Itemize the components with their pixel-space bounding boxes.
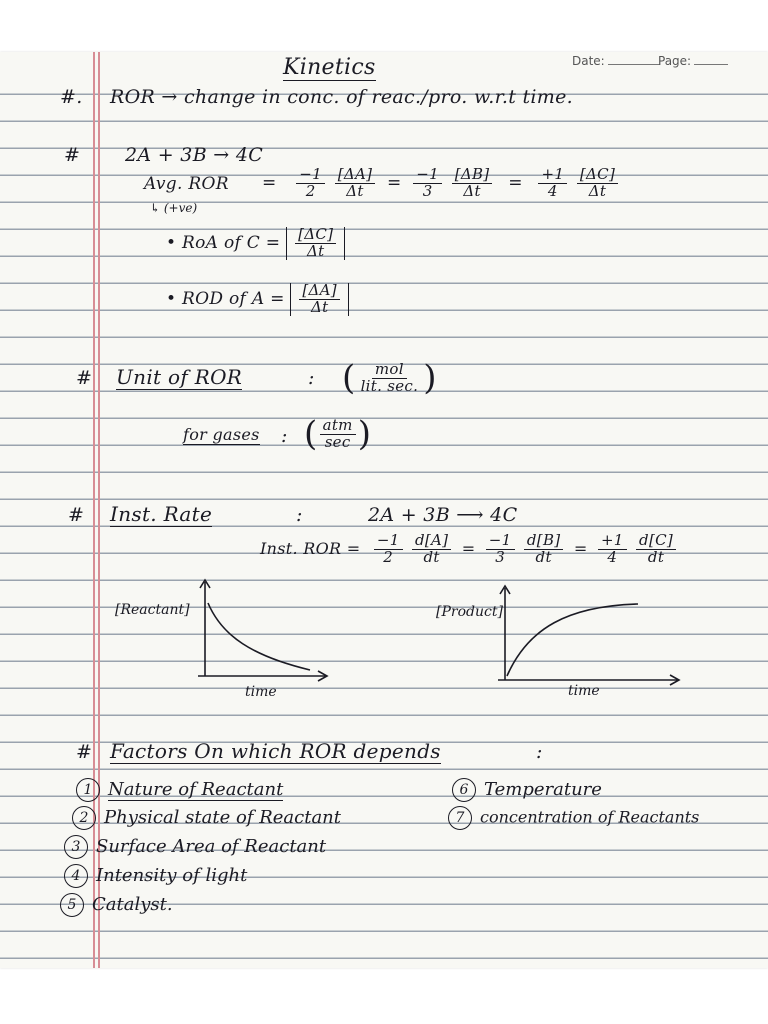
bullet-1: #. (60, 86, 83, 108)
date-label: Date: (572, 54, 660, 68)
gas-unit-value: ( $\frac{\text{atm}}{\sec}$ ) (304, 414, 372, 454)
avg-ror-label: Avg. ROR (144, 174, 229, 194)
product-graph (436, 586, 679, 699)
page-number-label: Page: (658, 54, 728, 68)
rate-of-appearance: • RoA of C = $\frac{[\Delta C]}{\Delta t}$ (166, 227, 345, 260)
reactant-graph-xlabel: time (245, 684, 277, 700)
reactant-decay-curve (208, 603, 310, 670)
inst-rate-colon: : (296, 504, 303, 526)
rate-of-disappearance: • ROD of A = $\frac{[\Delta A]}{\Delta t}$ (166, 283, 349, 316)
factor-7: 7 concentration of Reactants (448, 806, 699, 830)
gas-colon: : (281, 425, 288, 447)
factor-6: 6 Temperature (452, 778, 602, 802)
bullet-5: # (76, 741, 93, 763)
inst-rate-heading: Inst. Rate (110, 502, 213, 526)
gas-label: for gases (183, 425, 260, 444)
bullet-2: # (64, 144, 81, 166)
unit-value: ( $\frac{\text{mol}}{\text{lit. sec.}}$ ) (342, 358, 437, 398)
bullet-4: # (68, 504, 85, 526)
factor-1: 1 Nature of Reactant (76, 778, 283, 802)
product-graph-xlabel: time (568, 683, 600, 699)
inst-ror-expression: Inst. ROR = $\frac{-1}{2}$ $\frac{d[A]}{dt}$ = $\frac{-1}{3}$ $\frac{d[B]}{dt}$ = $\frac{+1}{4}$ $\frac{d[C]}{dt}$ (260, 533, 678, 566)
unit-colon: : (308, 367, 315, 389)
reactant-graph-ylabel: [Reactant] (115, 602, 190, 618)
factor-2: 2 Physical state of Reactant (72, 806, 341, 830)
factor-4: 4 Intensity of light (64, 864, 247, 888)
avg-ror-expression: = $\frac{-1}{2}$ $\frac{[\Delta A]}{\Delta t}$ = $\frac{-1}{3}$ $\frac{[\Delta B]}{\Delta t}$ = $\frac{+1}{4}$ $\frac{[\Delta C]}{\Delta t}$ (262, 167, 620, 200)
factor-5: 5 Catalyst. (60, 893, 173, 917)
inst-reaction: 2A + 3B ⟶ 4C (368, 504, 518, 526)
factors-heading: Factors On which ROR depends (110, 739, 441, 763)
unit-heading: Unit of ROR (116, 365, 243, 389)
reactant-graph (115, 580, 327, 700)
factors-colon: : (536, 741, 543, 763)
reaction-equation: 2A + 3B → 4C (125, 144, 264, 166)
ror-definition: ROR → change in conc. of reac./pro. w.r.t time. (110, 86, 574, 108)
product-growth-curve (507, 604, 638, 676)
avg-ror-note: ↳ (+ve) (150, 201, 198, 215)
page-title: Kinetics (283, 55, 376, 80)
product-graph-ylabel: [Product] (436, 604, 503, 620)
bullet-3: # (76, 367, 93, 389)
factor-3: 3 Surface Area of Reactant (64, 835, 326, 859)
